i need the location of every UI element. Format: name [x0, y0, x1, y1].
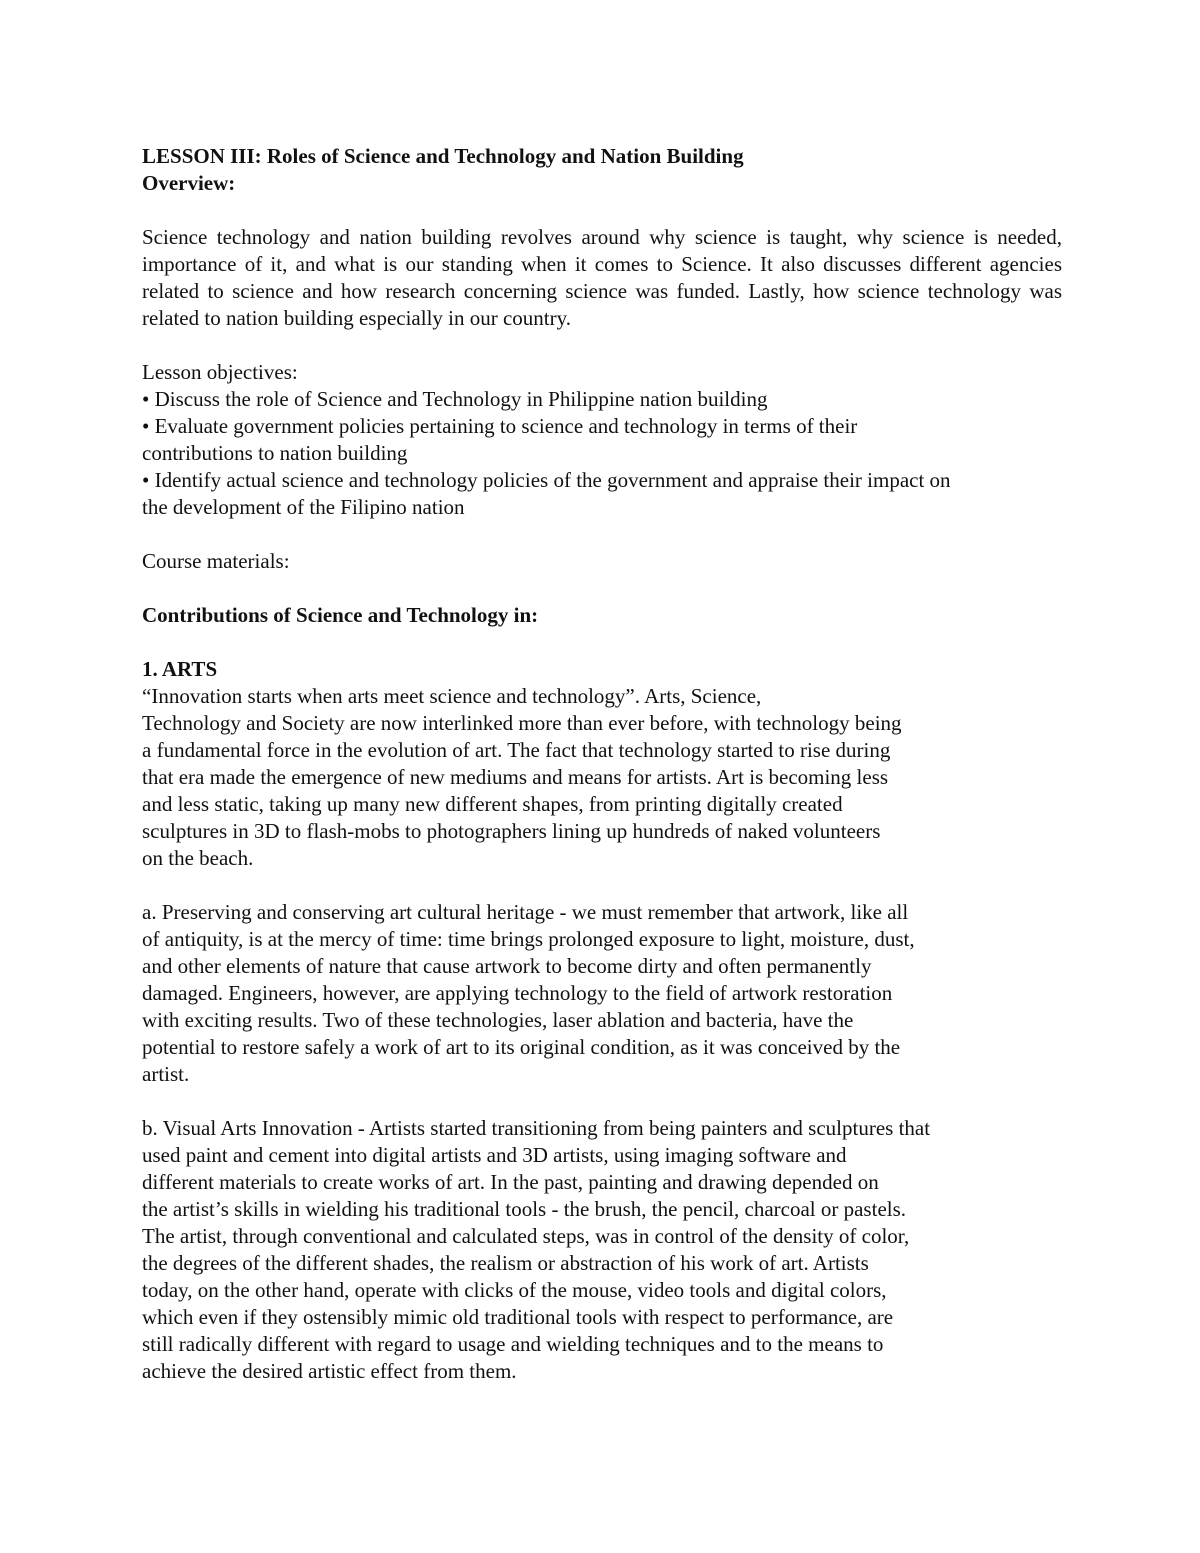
text-line: which even if they ostensibly mimic old traditional tools with respect to performance, are — [142, 1305, 894, 1329]
text-line: of antiquity, is at the mercy of time: time brings prolonged exposure to light, moisture, dust, — [142, 927, 915, 951]
text-line: damaged. Engineers, however, are applying technology to the field of artwork restoration — [142, 981, 893, 1005]
text-line: still radically different with regard to usage and wielding techniques and to the means to — [142, 1332, 884, 1356]
arts-intro-paragraph — [142, 683, 1062, 872]
arts-heading: 1. ARTS — [142, 657, 218, 681]
spacer — [142, 197, 1062, 224]
spacer — [142, 1088, 1062, 1115]
course-materials-label: Course materials: — [142, 549, 290, 573]
document-body — [142, 143, 1062, 1385]
text-line: that era made the emergence of new mediums and means for artists. Art is becoming less — [142, 765, 889, 789]
text-line: with exciting results. Two of these technologies, laser ablation and bacteria, have the — [142, 1008, 854, 1032]
text-line: Technology and Society are now interlinked more than ever before, with technology being — [142, 711, 902, 735]
text-line: the artist’s skills in wielding his traditional tools - the brush, the pencil, charcoal or pastels. — [142, 1197, 907, 1221]
text-line: a. Preserving and conserving art cultural heritage - we must remember that artwork, like all — [142, 900, 909, 924]
spacer — [142, 872, 1062, 899]
lesson-title: LESSON III: Roles of Science and Technology and Nation Building — [142, 144, 744, 168]
text-line: and other elements of nature that cause artwork to become dirty and often permanently — [142, 954, 872, 978]
text-line: on the beach. — [142, 846, 254, 870]
overview-paragraph: Science technology and nation building revolves around why science is taught, why science is needed, importance of it, and what is our standing when it comes to Science. It also discusses different agencies related to science and how research concerning science was funded. Lastly, how science technology was related to nation building especially in our country. — [142, 225, 1062, 330]
text-line: artist. — [142, 1062, 190, 1086]
spacer — [142, 332, 1062, 359]
preserving-art-paragraph — [142, 899, 1062, 1088]
text-line: today, on the other hand, operate with clicks of the mouse, video tools and digital colors, — [142, 1278, 887, 1302]
objective-item: • Discuss the role of Science and Technology in Philippine nation building — [142, 387, 768, 411]
visual-arts-paragraph — [142, 1115, 1062, 1385]
objectives-list — [142, 386, 1062, 521]
text-line: used paint and cement into digital artists and 3D artists, using imaging software and — [142, 1143, 847, 1167]
text-line: and less static, taking up many new different shapes, from printing digitally created — [142, 792, 843, 816]
text-line: a fundamental force in the evolution of art. The fact that technology started to rise during — [142, 738, 891, 762]
text-line: the degrees of the different shades, the realism or abstraction of his work of art. Artists — [142, 1251, 869, 1275]
objective-item: • Identify actual science and technology policies of the government and appraise their impact on the development of the Filipino nation — [142, 468, 951, 519]
spacer — [142, 629, 1062, 656]
objectives-heading: Lesson objectives: — [142, 360, 298, 384]
text-line: The artist, through conventional and calculated steps, was in control of the density of color, — [142, 1224, 910, 1248]
text-line: b. Visual Arts Innovation - Artists started transitioning from being painters and sculptures that — [142, 1116, 931, 1140]
text-line: “Innovation starts when arts meet science and technology”. Arts, Science, — [142, 684, 762, 708]
overview-heading: Overview: — [142, 171, 236, 195]
spacer — [142, 521, 1062, 548]
contributions-heading: Contributions of Science and Technology in: — [142, 603, 539, 627]
text-line: different materials to create works of art. In the past, painting and drawing depended on — [142, 1170, 879, 1194]
text-line: sculptures in 3D to flash-mobs to photographers lining up hundreds of naked volunteers — [142, 819, 881, 843]
text-line: achieve the desired artistic effect from them. — [142, 1359, 517, 1383]
objective-item: • Evaluate government policies pertaining to science and technology in terms of their contributions to nation building — [142, 414, 858, 465]
text-line: potential to restore safely a work of art to its original condition, as it was conceived by the — [142, 1035, 901, 1059]
spacer — [142, 575, 1062, 602]
